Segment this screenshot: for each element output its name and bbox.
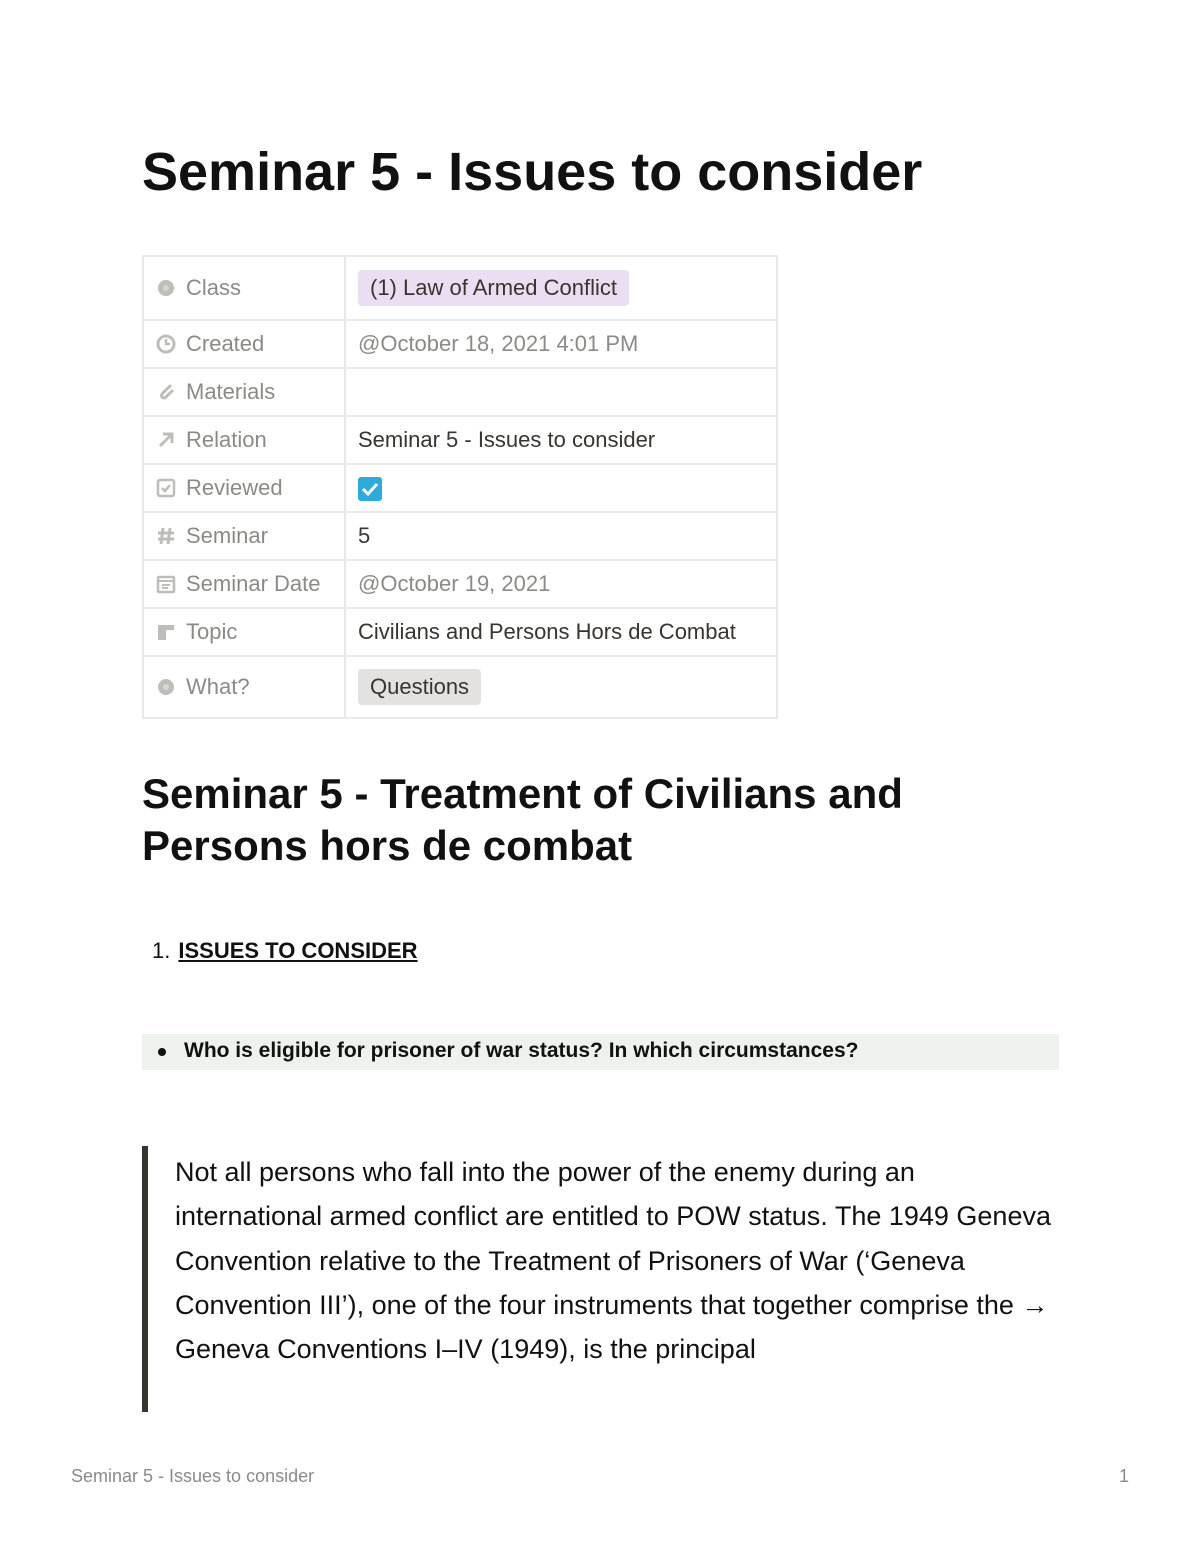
page-number: 1: [1118, 1466, 1129, 1486]
class-tag[interactable]: (1) Law of Armed Conflict: [358, 270, 629, 306]
properties-table: [142, 255, 778, 719]
reviewed-checkbox[interactable]: [358, 477, 382, 501]
property-key: What?: [186, 674, 250, 699]
property-row-topic: [143, 608, 777, 656]
property-key: Topic: [186, 619, 238, 644]
page-title: Seminar 5 - Issues to consider: [142, 142, 923, 202]
what-tag[interactable]: Questions: [358, 669, 481, 705]
created-date: @October 18, 2021 4:01 PM: [358, 331, 639, 356]
arrow-up-right-icon: [156, 430, 176, 450]
property-row-class: [143, 256, 777, 320]
bullet-text: Who is eligible for prisoner of war status? In which circumstances?: [184, 1039, 859, 1062]
circle-icon: [156, 278, 176, 298]
hash-icon: [156, 526, 176, 546]
blockquote: [142, 1146, 1068, 1412]
circle-icon: [156, 677, 176, 697]
property-row-reviewed: [143, 464, 777, 512]
section-heading: Seminar 5 - Treatment of Civilians and Persons hors de combat: [142, 770, 903, 869]
property-key: Reviewed: [186, 475, 283, 500]
property-row-seminar-date: [143, 560, 777, 608]
property-row-what: [143, 656, 777, 718]
footer-title: Seminar 5 - Issues to consider: [71, 1466, 315, 1486]
property-key: Class: [186, 275, 242, 300]
paperclip-icon: [156, 382, 176, 402]
property-key: Seminar: [186, 523, 268, 548]
property-row-relation: [143, 416, 777, 464]
quote-text: Not all persons who fall into the power of the enemy during an international armed conflict are entitled to POW status. The 1949 Geneva Convention relative to the Treatment of Prisoners of War (‘Geneva Convention III’), one of the four instruments that together comprise the → Geneva Conventions I–IV (1949), is the principal: [175, 1157, 1051, 1365]
seminar-date: @October 19, 2021: [358, 571, 551, 596]
relation-link[interactable]: Seminar 5 - Issues to consider: [358, 427, 656, 452]
property-key: Materials: [186, 379, 276, 404]
property-row-seminar: [143, 512, 777, 560]
clock-icon: [156, 334, 176, 354]
bullet-dot: [158, 1048, 166, 1056]
calendar-icon: [156, 574, 176, 594]
list-number: 1.: [152, 938, 171, 963]
materials-value[interactable]: [345, 368, 777, 416]
numbered-list-item: [152, 938, 418, 964]
bullet-item: [142, 1034, 1059, 1070]
property-row-materials: [143, 368, 777, 416]
property-key: Created: [186, 331, 265, 356]
property-key: Relation: [186, 427, 267, 452]
property-row-created: [143, 320, 777, 368]
checkbox-icon: [156, 478, 176, 498]
list-item-label: ISSUES TO CONSIDER: [178, 938, 418, 963]
topic-value: Civilians and Persons Hors de Combat: [358, 619, 736, 644]
seminar-number: 5: [358, 523, 371, 548]
text-icon: [156, 622, 176, 642]
property-key: Seminar Date: [186, 571, 321, 596]
